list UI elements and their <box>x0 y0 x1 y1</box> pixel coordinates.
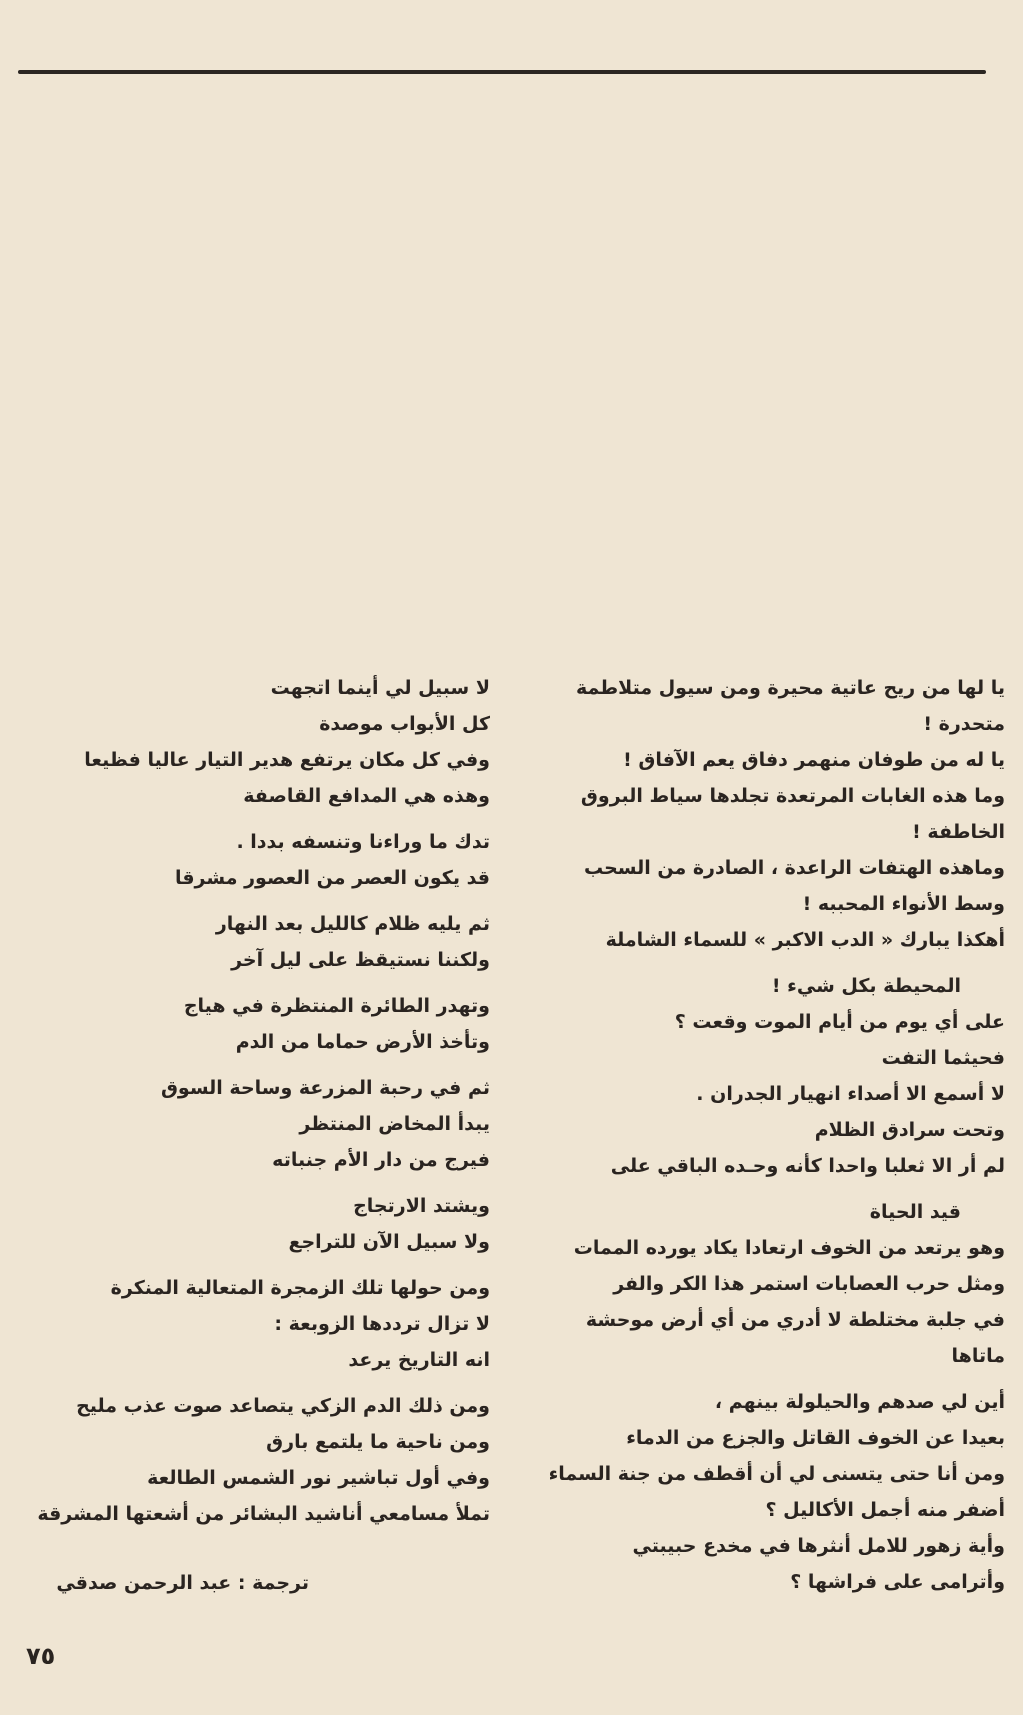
poem-line: متحدرة ! <box>923 713 1005 735</box>
translator-credit: ترجمة : عبد الرحمن صدقي <box>56 1572 309 1594</box>
poem-line: ثم يليه ظلام كالليل بعد النهار <box>215 913 490 935</box>
poem-line: يبدأ المخاض المنتظر <box>299 1113 490 1135</box>
poem-line: قيد الحياة <box>869 1201 961 1223</box>
poem-line: وما هذه الغابات المرتعدة تجلدها سياط البروق <box>580 785 1005 807</box>
poem-line: ولا سبيل الآن للتراجع <box>288 1231 490 1253</box>
poem-line: ومن أنا حتى يتسنى لي أن أقطف من جنة السماء <box>548 1463 1005 1485</box>
poem-line: المحيطة بكل شيء ! <box>771 975 961 997</box>
poem-line: وتأخذ الأرض حماما من الدم <box>235 1031 490 1053</box>
poem-line: وهذه هي المدافع القاصفة <box>243 785 490 807</box>
poem-line: ماتاها <box>951 1345 1005 1367</box>
poem-line: ومن ذلك الدم الزكي يتصاعد صوت عذب مليح <box>76 1395 490 1417</box>
poem-line: وأية زهور للامل أنثرها في مخدع حبيبتي <box>632 1535 1005 1557</box>
poem-line: ويشتد الارتجاج <box>353 1195 490 1217</box>
poem-line: وفي كل مكان يرتفع هدير التيار عاليا فظيعا <box>84 749 490 771</box>
poem-line: فحيثما التفت <box>881 1047 1005 1069</box>
poem-line: وفي أول تباشير نور الشمس الطالعة <box>147 1467 490 1489</box>
poem-column-right <box>535 670 1005 1600</box>
poem-line: تملأ مسامعي أناشيد البشائر من أشعتها المشرقة <box>37 1503 490 1525</box>
poem-line: وماهذه الهتفات الراعدة ، الصادرة من السحب <box>583 857 1005 879</box>
poem-line: ثم في رحبة المزرعة وساحة السوق <box>160 1077 490 1099</box>
poem-line: في جلبة مختلطة لا أدري من أي أرض موحشة <box>585 1309 1005 1331</box>
poem-line: ولكننا نستيقظ على ليل آخر <box>231 949 490 971</box>
poem-line: ومثل حرب العصابات استمر هذا الكر والفر <box>613 1273 1005 1295</box>
poem-line: قد يكون العصر من العصور مشرقا <box>174 867 490 889</box>
poem-line: ومن ناحية ما يلتمع بارق <box>266 1431 490 1453</box>
poem-line: وأترامى على فراشها ؟ <box>790 1571 1005 1593</box>
poem-line: لا أسمع الا أصداء انهيار الجدران . <box>696 1083 1005 1105</box>
poem-line: على أي يوم من أيام الموت وقعت ؟ <box>674 1011 1005 1033</box>
top-rule <box>18 70 986 74</box>
poem-line: ومن حولها تلك الزمجرة المتعالية المنكرة <box>110 1277 490 1299</box>
poem-line: كل الأبواب موصدة <box>319 713 490 735</box>
poem-line: فيرج من دار الأم جنباته <box>272 1149 490 1171</box>
poem-line: أضفر منه أجمل الأكاليل ؟ <box>765 1499 1005 1521</box>
poem-line: وهو يرتعد من الخوف ارتعادا يكاد يورده الممات <box>573 1237 1005 1259</box>
poem-line: الخاطفة ! <box>912 821 1005 843</box>
poem-line: أين لي صدهم والحيلولة بينهم ، <box>714 1391 1005 1413</box>
poem-line: انه التاريخ يرعد <box>348 1349 490 1371</box>
page-number: ٧٥ <box>26 1642 56 1670</box>
poem-line: بعيدا عن الخوف القاتل والجزع من الدماء <box>626 1427 1005 1449</box>
poem-line: وتحت سرادق الظلام <box>814 1119 1005 1141</box>
poem-column-left <box>25 670 490 1532</box>
poem-line: تدك ما وراءنا وتنسفه بددا . <box>236 831 490 853</box>
poem-line: أهكذا يبارك « الدب الاكبر » للسماء الشاملة <box>605 929 1005 951</box>
poem-line: يا له من طوفان منهمر دفاق يعم الآفاق ! <box>623 749 1005 771</box>
poem-line: وسط الأنواء المحببه ! <box>802 893 1005 915</box>
poem-line: لم أر الا ثعلبا واحدا كأنه وحـده الباقي على <box>610 1155 1005 1177</box>
poem-line: لا تزال ترددها الزوبعة : <box>274 1313 490 1335</box>
poem-line: لا سبيل لي أينما اتجهت <box>270 677 490 699</box>
poem-line: يا لها من ريح عاتية محيرة ومن سيول متلاطمة <box>575 677 1005 699</box>
poem-line: وتهدر الطائرة المنتظرة في هياج <box>183 995 490 1017</box>
